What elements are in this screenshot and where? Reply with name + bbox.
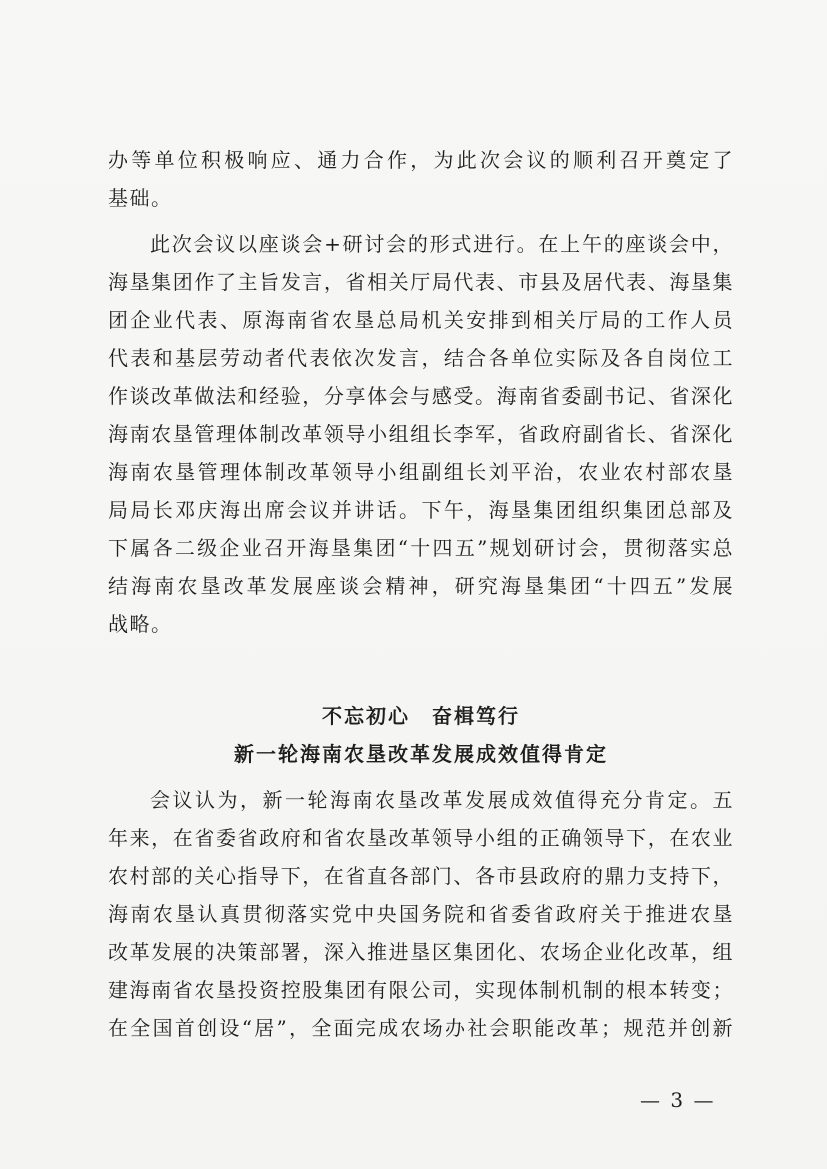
paragraph-1 bbox=[108, 141, 734, 217]
paragraph-3-line: 年来，在省委省政府和省农垦改革领导小组的正确领导下，在农业 bbox=[108, 826, 734, 850]
page-number: — 3 — bbox=[640, 1088, 716, 1112]
paragraph-3-line: 在全国首创设“居”，全面完成农场办社会职能改革；规范并创新 bbox=[108, 1016, 734, 1040]
paragraph-3-line: 会议认为，新一轮海南农垦改革发展成效值得充分肯定。五 bbox=[150, 788, 734, 812]
paragraph-2-line: 下属各二级企业召开海垦集团“十四五”规划研讨会，贯彻落实总 bbox=[108, 536, 734, 560]
paragraph-2-line: 此次会议以座谈会+研讨会的形式进行。在上午的座谈会中， bbox=[150, 232, 734, 256]
paragraph-2-line: 海南农垦管理体制改革领导小组组长李军，省政府副省长、省深化 bbox=[108, 422, 734, 446]
section-subheading: 新一轮海南农垦改革发展成效值得肯定 bbox=[234, 742, 608, 766]
paragraph-1-line: 办等单位积极响应、通力合作，为此次会议的顺利召开奠定了 bbox=[108, 148, 734, 172]
paragraph-2-line: 海南农垦管理体制改革领导小组副组长刘平治，农业农村部农垦 bbox=[108, 460, 734, 484]
paragraph-3-line: 农村部的关心指导下，在省直各部门、各市县政府的鼎力支持下， bbox=[108, 864, 734, 888]
paragraph-1-line: 基础。 bbox=[108, 186, 173, 210]
paragraph-3-line: 建海南省农垦投资控股集团有限公司，实现体制机制的根本转变； bbox=[108, 978, 734, 1002]
paragraph-2 bbox=[108, 225, 734, 643]
paragraph-2-line: 海垦集团作了主旨发言，省相关厅局代表、市县及居代表、海垦集 bbox=[108, 270, 734, 294]
paragraph-3 bbox=[108, 781, 734, 1047]
section-heading: 不忘初心 奋楫笃行 bbox=[322, 704, 520, 728]
paragraph-2-line: 战略。 bbox=[108, 612, 173, 636]
paragraph-2-line: 作谈改革做法和经验，分享体会与感受。海南省委副书记、省深化 bbox=[108, 384, 734, 408]
paragraph-2-line: 结海南农垦改革发展座谈会精神，研究海垦集团“十四五”发展 bbox=[108, 574, 734, 598]
paragraph-2-line: 代表和基层劳动者代表依次发言，结合各单位实际及各自岗位工 bbox=[108, 346, 734, 370]
paragraph-3-line: 改革发展的决策部署，深入推进垦区集团化、农场企业化改革，组 bbox=[108, 940, 734, 964]
paragraph-2-line: 局局长邓庆海出席会议并讲话。下午，海垦集团组织集团总部及 bbox=[108, 498, 734, 522]
paragraph-3-line: 海南农垦认真贯彻落实党中央国务院和省委省政府关于推进农垦 bbox=[108, 902, 734, 926]
paragraph-2-line: 团企业代表、原海南省农垦总局机关安排到相关厅局的工作人员 bbox=[108, 308, 734, 332]
